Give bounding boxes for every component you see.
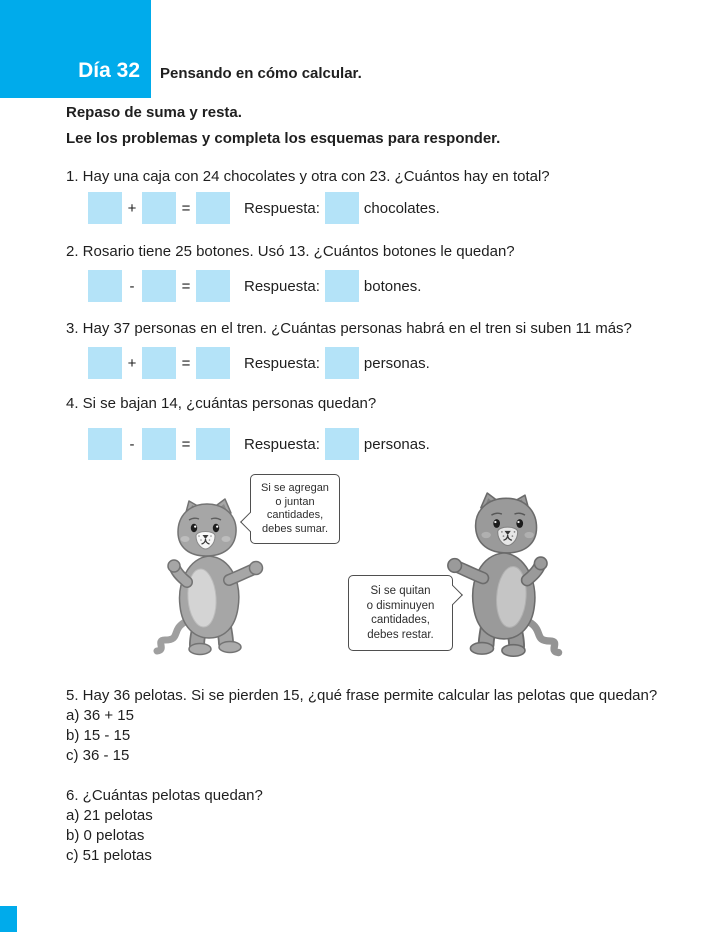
unit-label: personas.	[363, 354, 430, 372]
problem-4-equation-row	[88, 428, 430, 460]
problem-6	[66, 786, 263, 866]
answer-box-operand-1[interactable]	[88, 270, 122, 302]
problem-6-option-a: a) 21 pelotas	[66, 807, 153, 824]
answer-box-respuesta[interactable]	[325, 428, 359, 460]
cat-subtract-illustration	[440, 492, 568, 662]
bubble-line: debes restar.	[367, 628, 434, 641]
operator-sign: +	[127, 199, 137, 217]
problem-5-option-c: c) 36 - 15	[66, 747, 130, 764]
intro-line-2: Lee los problemas y completa los esquemas para responder.	[66, 130, 501, 147]
problem-6-question: 6. ¿Cuántas pelotas quedan?	[66, 787, 263, 804]
operator-sign: -	[129, 277, 135, 295]
equals-sign: =	[181, 199, 191, 217]
day-label: Día 32	[78, 59, 140, 82]
answer-box-operand-1[interactable]	[88, 428, 122, 460]
operator-sign: +	[127, 354, 137, 372]
problem-5-option-a: a) 36 + 15	[66, 707, 134, 724]
unit-label: personas.	[363, 435, 430, 453]
problem-1-equation-row	[88, 192, 440, 224]
answer-box-operand-1[interactable]	[88, 347, 122, 379]
answer-box-operand-2[interactable]	[142, 347, 176, 379]
problem-5-option-b: b) 15 - 15	[66, 727, 131, 744]
equals-sign: =	[181, 435, 191, 453]
answer-box-result[interactable]	[196, 270, 230, 302]
answer-box-operand-1[interactable]	[88, 192, 122, 224]
answer-box-operand-2[interactable]	[142, 192, 176, 224]
page-corner-accent	[0, 906, 17, 932]
answer-box-result[interactable]	[196, 347, 230, 379]
problem-6-option-b: b) 0 pelotas	[66, 827, 145, 844]
bubble-line: cantidades,	[371, 614, 430, 626]
answer-box-result[interactable]	[196, 428, 230, 460]
problem-5	[66, 686, 657, 766]
operator-sign: -	[129, 435, 135, 453]
problem-4-question: 4. Si se bajan 14, ¿cuántas personas quedan?	[66, 395, 377, 412]
problem-1-question: 1. Hay una caja con 24 chocolates y otra con 23. ¿Cuántos hay en total?	[66, 168, 550, 185]
problem-3-equation-row	[88, 347, 430, 379]
problem-2-equation-row	[88, 270, 421, 302]
respuesta-label: Respuesta:	[244, 199, 320, 217]
unit-label: chocolates.	[363, 199, 440, 217]
problem-2-question: 2. Rosario tiene 25 botones. Usó 13. ¿Cuántos botones le quedan?	[66, 243, 515, 260]
problem-6-option-c: c) 51 pelotas	[66, 847, 152, 864]
respuesta-label: Respuesta:	[244, 277, 320, 295]
intro-line-1: Repaso de suma y resta.	[66, 104, 242, 121]
respuesta-label: Respuesta:	[244, 354, 320, 372]
unit-label: botones.	[363, 277, 422, 295]
page-title: Pensando en cómo calcular.	[160, 65, 362, 82]
answer-box-respuesta[interactable]	[325, 347, 359, 379]
respuesta-label: Respuesta:	[244, 435, 320, 453]
answer-box-respuesta[interactable]	[325, 192, 359, 224]
answer-box-respuesta[interactable]	[325, 270, 359, 302]
speech-bubble-sum	[250, 474, 340, 544]
answer-box-operand-2[interactable]	[142, 428, 176, 460]
bubble-line: Si se quitan	[370, 585, 431, 597]
speech-bubble-subtract	[348, 575, 453, 651]
bubble-line: o juntan	[275, 495, 315, 508]
problem-3-question: 3. Hay 37 personas en el tren. ¿Cuántas personas habrá en el tren si suben 11 más?	[66, 320, 632, 337]
bubble-line: debes sumar.	[261, 522, 329, 535]
equals-sign: =	[181, 277, 191, 295]
problem-5-question: 5. Hay 36 pelotas. Si se pierden 15, ¿qué frase permite calcular las pelotas que quedan?	[66, 687, 658, 704]
bubble-line: o disminuyen	[366, 599, 435, 612]
header-accent-block	[0, 0, 151, 98]
bubble-line: cantidades,	[266, 509, 324, 521]
equals-sign: =	[181, 354, 191, 372]
answer-box-operand-2[interactable]	[142, 270, 176, 302]
bubble-line: Si se agregan	[261, 482, 329, 494]
answer-box-result[interactable]	[196, 192, 230, 224]
